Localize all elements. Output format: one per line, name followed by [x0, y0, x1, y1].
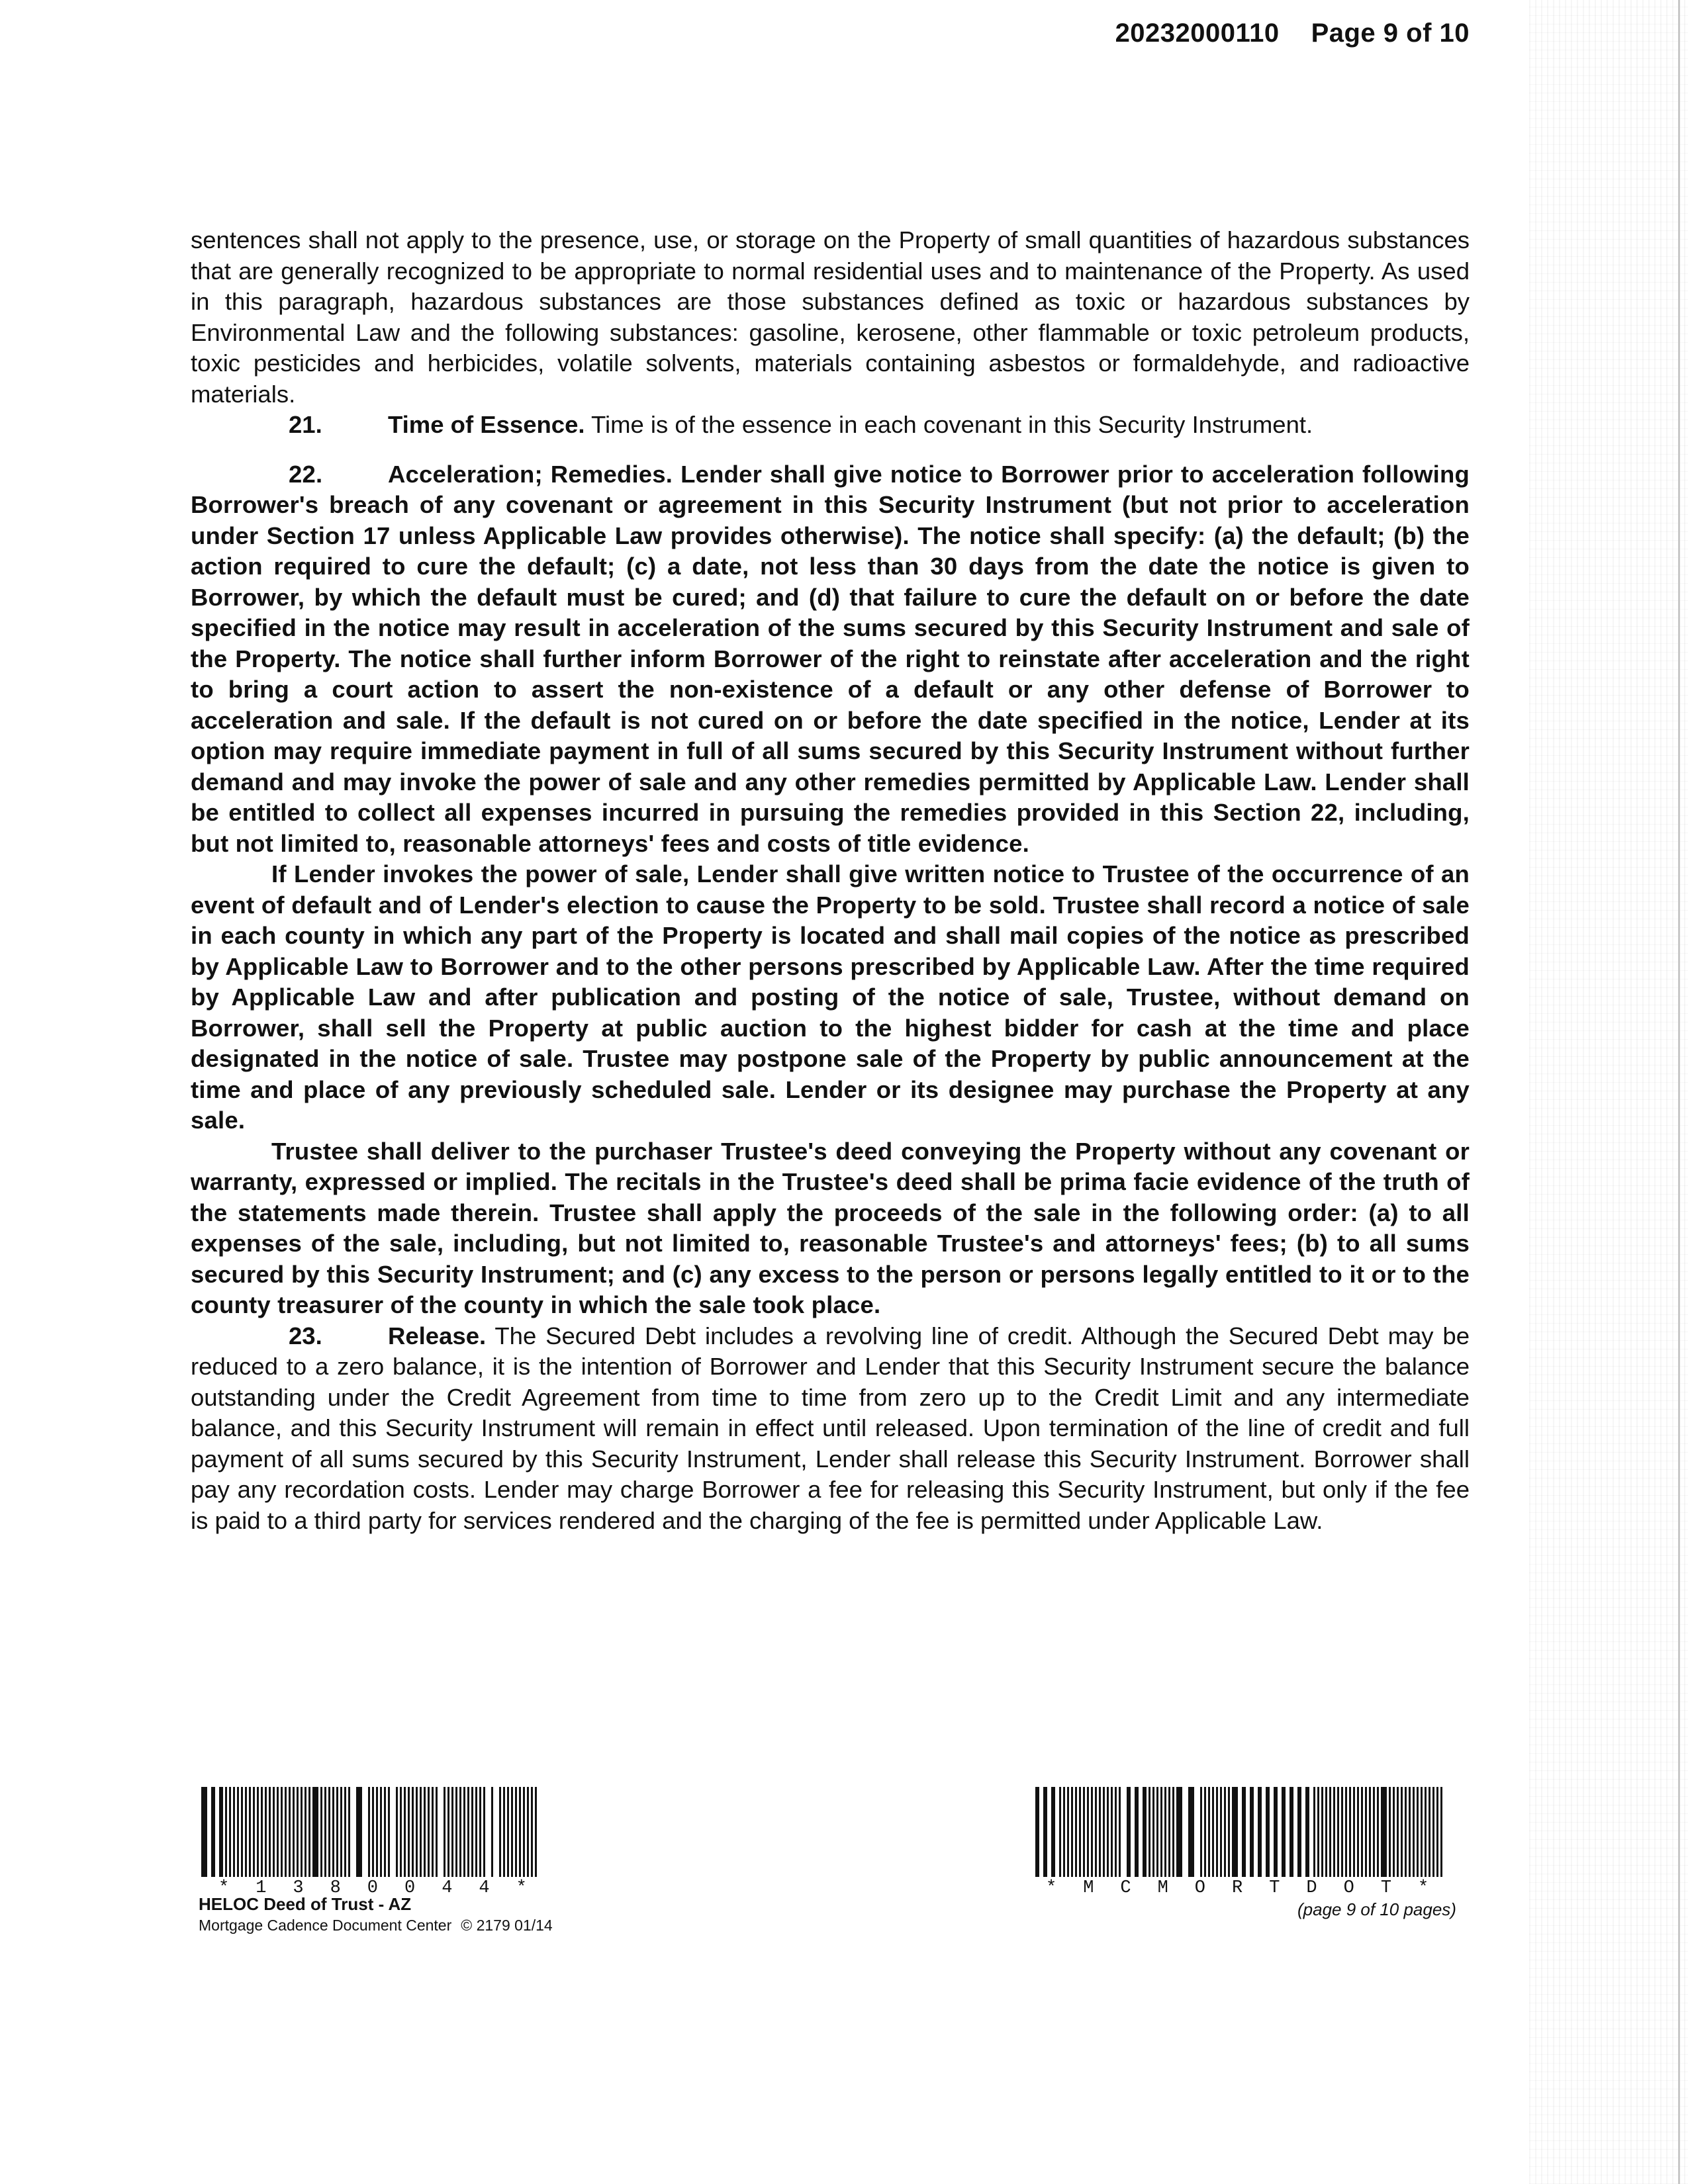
barcode-bar [368, 1787, 370, 1877]
section-23-text: The Secured Debt includes a revolving line of credit. Although the Secured Debt may be reduced to a zero balance, it is the intention of Borrower and Lender that this Security Instrument secure the balance outstanding under the Credit Agreement from time to time from zero up to the Credit Limit and any intermediate balance, and this Security Instrument will remain in effect until released. Upon termination of the line of credit and full payment of all sums secured by this Security Instrument, Lender shall release this Security Instrument. Borrower shall pay any recordation costs. Lender may charge Borrower a fee for releasing this Security Instrument, but only if the fee is paid to a third party for services rendered and the charging of the fee is permitted under Applicable Law. [191, 1322, 1470, 1534]
paragraph-power-of-sale: If Lender invokes the power of sale, Lender shall give written notice to Trustee of the occurrence of an event of default and of Lender's election to cause the Property to be sold. Trustee shall record a notice of sale in each county in which any part of the Property is located and shall mail copies of the notice as prescribed by Applicable Law to Borrower and to the other persons prescribed by Applicable Law. After the time required by Applicable Law and after publication and posting of the notice of sale, Trustee, without demand on Borrower, shall sell the Property at public auction to the highest bidder for cash at the time and place designated in the notice of sale. Trustee may postpone sale of the Property by public announcement at the time and place of any previously scheduled sale. Lender or its designee may purchase the Property at any sale. [191, 860, 1470, 1134]
scan-edge-noise [1529, 0, 1688, 2184]
barcode-bar [308, 1787, 310, 1877]
barcode-bar [515, 1787, 517, 1877]
barcode-bar [332, 1787, 334, 1877]
barcode-bar [1242, 1787, 1246, 1877]
barcode-bar [404, 1787, 406, 1877]
barcode-right [1033, 1787, 1450, 1877]
barcode-bar [1164, 1787, 1166, 1877]
barcode-bar [471, 1787, 473, 1877]
barcode-bar [1152, 1787, 1154, 1877]
barcode-bar [1051, 1787, 1055, 1877]
barcode-bar [1075, 1787, 1077, 1877]
barcode-bar [1063, 1787, 1065, 1877]
barcode-bar [1405, 1787, 1407, 1877]
barcode-bar [1329, 1787, 1331, 1877]
barcode-bar [535, 1787, 537, 1877]
barcode-bar [1393, 1787, 1395, 1877]
barcode-bar [1317, 1787, 1319, 1877]
barcode-bar [1228, 1787, 1230, 1877]
barcode-bar [245, 1787, 247, 1877]
barcode-bar [388, 1787, 390, 1877]
barcode-bar [297, 1787, 299, 1877]
barcode-bar [1274, 1787, 1278, 1877]
barcode-bar [1156, 1787, 1158, 1877]
barcode-bar [281, 1787, 283, 1877]
section-22-heading: Acceleration; Remedies. [388, 460, 673, 488]
barcode-bar [324, 1787, 326, 1877]
barcode-bar [1111, 1787, 1113, 1877]
barcode-bar [1095, 1787, 1097, 1877]
barcode-bar [1436, 1787, 1438, 1877]
barcode-bar [340, 1787, 342, 1877]
barcode-bar [432, 1787, 434, 1877]
barcode-bar [356, 1787, 362, 1877]
barcode-bar [1204, 1787, 1206, 1877]
barcode-bar [1266, 1787, 1270, 1877]
barcode-bar [1176, 1787, 1182, 1877]
barcode-bar [1381, 1787, 1387, 1877]
document-center [199, 1917, 553, 1934]
barcode-bar [1369, 1787, 1371, 1877]
barcode-bar [1119, 1787, 1121, 1877]
barcode-bar [1059, 1787, 1061, 1877]
barcode-right-text: *MCMORTDOT* [1046, 1878, 1456, 1898]
barcode-bar [1282, 1787, 1286, 1877]
barcode-bar [1103, 1787, 1105, 1877]
section-21-number: 21. [289, 411, 322, 438]
barcode-bar [1149, 1787, 1150, 1877]
barcode-bar [1258, 1787, 1262, 1877]
barcode-bar [1067, 1787, 1069, 1877]
document-center-name: Mortgage Cadence Document Center [199, 1917, 452, 1934]
section-21-heading: Time of Essence. [388, 411, 585, 438]
barcode-bar [211, 1787, 215, 1877]
barcode-bar [396, 1787, 398, 1877]
barcode-bar [1224, 1787, 1226, 1877]
barcode-bar [1440, 1787, 1442, 1877]
form-code: © 2179 01/14 [461, 1917, 553, 1934]
barcode-bar [1297, 1787, 1301, 1877]
barcode-bar [336, 1787, 338, 1877]
barcode-bar [1377, 1787, 1379, 1877]
document-number: 20232000110 [1115, 19, 1280, 48]
barcode-bar [1200, 1787, 1202, 1877]
barcode-bar [499, 1787, 501, 1877]
section-23-heading: Release. [388, 1322, 487, 1349]
barcode-bar [201, 1787, 207, 1877]
barcode-bar [459, 1787, 461, 1877]
barcode-bar [444, 1787, 445, 1877]
barcode-bar [289, 1787, 291, 1877]
barcode-bar [455, 1787, 457, 1877]
barcode-bar [241, 1787, 243, 1877]
scan-edge-line [1678, 0, 1680, 2184]
barcode-bar [523, 1787, 525, 1877]
barcode-bar [257, 1787, 259, 1877]
barcode-bar [1333, 1787, 1335, 1877]
barcode-bar [253, 1787, 255, 1877]
barcode-bar [1341, 1787, 1343, 1877]
barcode-bar [1216, 1787, 1218, 1877]
barcode-bar [293, 1787, 295, 1877]
barcode-bar [1432, 1787, 1434, 1877]
barcode-bar [269, 1787, 271, 1877]
barcode-bar [265, 1787, 267, 1877]
form-title: HELOC Deed of Trust - AZ [199, 1894, 412, 1914]
barcode-bar [1421, 1787, 1423, 1877]
barcode-bar [1188, 1787, 1194, 1877]
barcode-bar [344, 1787, 346, 1877]
barcode-bar [1365, 1787, 1367, 1877]
barcode-bar [511, 1787, 513, 1877]
barcode-bar [1043, 1787, 1047, 1877]
barcode-bar [531, 1787, 533, 1877]
barcode-bar [277, 1787, 279, 1877]
barcode-bar [1083, 1787, 1085, 1877]
barcode-bar [467, 1787, 469, 1877]
barcode-bar [519, 1787, 521, 1877]
barcode-bar [436, 1787, 438, 1877]
barcode-bar [424, 1787, 426, 1877]
barcode-bar [1079, 1787, 1081, 1877]
barcode-bar [527, 1787, 529, 1877]
barcode-bar [463, 1787, 465, 1877]
barcode-bar [1349, 1787, 1351, 1877]
barcode-bar [380, 1787, 382, 1877]
barcode-bar [1413, 1787, 1415, 1877]
barcode-bar [507, 1787, 509, 1877]
barcode-bar [1305, 1787, 1309, 1877]
section-23 [191, 1321, 1470, 1537]
barcode-bar [237, 1787, 239, 1877]
barcode-bar [301, 1787, 303, 1877]
barcode-bar [1107, 1787, 1109, 1877]
barcode-bar [261, 1787, 263, 1877]
page-header [1115, 19, 1470, 48]
barcode-bar [428, 1787, 430, 1877]
barcode-bar [1313, 1787, 1315, 1877]
barcode-bar [233, 1787, 235, 1877]
barcode-bar [479, 1787, 481, 1877]
barcode-bar [1357, 1787, 1359, 1877]
barcode-bar [1289, 1787, 1293, 1877]
barcode-bar [1168, 1787, 1170, 1877]
barcode-bar [1417, 1787, 1419, 1877]
section-23-number: 23. [289, 1322, 322, 1349]
barcode-bar [420, 1787, 422, 1877]
barcode-bar [1345, 1787, 1347, 1877]
barcode-bar [1353, 1787, 1355, 1877]
barcode-bar [1071, 1787, 1073, 1877]
section-22 [191, 459, 1470, 860]
barcode-bar [1172, 1787, 1174, 1877]
barcode-bar [219, 1787, 223, 1877]
barcode-bar [1389, 1787, 1391, 1877]
page-label: Page 9 of 10 [1311, 19, 1470, 48]
barcode-bar [376, 1787, 378, 1877]
barcode-bar [372, 1787, 374, 1877]
barcode-bar [1143, 1787, 1147, 1877]
barcode-bar [1232, 1787, 1238, 1877]
barcode-bar [1429, 1787, 1430, 1877]
barcode-bar [483, 1787, 485, 1877]
barcode-bar [305, 1787, 306, 1877]
barcode-bar [1099, 1787, 1101, 1877]
section-21-text: Time is of the essence in each covenant in this Security Instrument. [591, 411, 1313, 438]
paragraph-hazardous-substances: sentences shall not apply to the presence, use, or storage on the Property of small quantities of hazardous substances that are generally recognized to be appropriate to normal residential uses and to maintenance of the Property. As used in this paragraph, hazardous substances are those substances defined as toxic or hazardous substances by Environmental Law and the following substances: gasoline, kerosene, other flammable or toxic petroleum products, toxic pesticides and herbicides, volatile solvents, materials containing asbestos or formaldehyde, and radioactive materials. [191, 226, 1470, 408]
barcode-bar [348, 1787, 350, 1877]
barcode-bar [412, 1787, 414, 1877]
body-text [191, 225, 1470, 1536]
barcode-bar [475, 1787, 477, 1877]
section-21 [191, 410, 1470, 441]
barcode-bar [1160, 1787, 1162, 1877]
barcode-bar [1115, 1787, 1117, 1877]
barcode-bar [1127, 1787, 1131, 1877]
barcode-left-text: *1380044* [218, 1878, 553, 1898]
section-22-text: Lender shall give notice to Borrower prior to acceleration following Borrower's breach of any covenant or agreement in this Security Instrument (but not prior to acceleration under Section 17 unless Applicable Law provides otherwise). The notice shall specify: (a) the default; (b) the action required to cure the default; (c) a date, not less than 30 days from the date the notice is given to Borrower, by which the default must be cured; and (d) that failure to cure the default on or before the date specified in the notice may result in acceleration of the sums secured by this Security Instrument and sale of the Property. The notice shall further inform Borrower of the right to reinstate after acceleration and the right to bring a court action to assert the non-existence of a default or any other defense of Borrower to acceleration and sale. If the default is not cured on or before the date specified in the notice, Lender at its option may require immediate payment in full of all sums secured by this Security Instrument without further demand and may invoke the power of sale and any other remedies permitted by Applicable Law. Lender shall be entitled to collect all expenses incurred in pursuing the remedies provided in this Section 22, including, but not limited to, reasonable attorneys' fees and costs of title evidence. [191, 460, 1470, 857]
barcode-bar [1087, 1787, 1089, 1877]
barcode-bar [408, 1787, 410, 1877]
barcode-bar [1212, 1787, 1214, 1877]
barcode-bar [1361, 1787, 1363, 1877]
barcode-bar [1091, 1787, 1093, 1877]
barcode-bar [400, 1787, 402, 1877]
paragraph-trustee-deed: Trustee shall deliver to the purchaser Trustee's deed conveying the Property without any covenant or warranty, expressed or implied. The recitals in the Trustee's deed shall be prima facie evidence of the truth of the statements made therein. Trustee shall apply the proceeds of the sale in the following order: (a) to all expenses of the sale, including, but not limited to, reasonable Trustee's and attorneys' fees; (b) to all sums secured by this Security Instrument; and (c) any excess to the person or persons legally entitled to it or to the county treasurer of the county in which the sale took place. [191, 1137, 1470, 1318]
barcode-bar [1250, 1787, 1254, 1877]
barcode-bar [1409, 1787, 1411, 1877]
barcode-bar [1035, 1787, 1039, 1877]
barcode-bar [1425, 1787, 1427, 1877]
barcode-bar [1220, 1787, 1222, 1877]
barcode-bar [249, 1787, 251, 1877]
barcode-bar [229, 1787, 231, 1877]
barcode-bar [225, 1787, 227, 1877]
barcode-bar [1135, 1787, 1139, 1877]
barcode-bar [1325, 1787, 1327, 1877]
barcode-bar [384, 1787, 386, 1877]
barcode-bar [1321, 1787, 1323, 1877]
page-note: (page 9 of 10 pages) [1297, 1899, 1456, 1919]
barcode-bar [416, 1787, 418, 1877]
barcode-bar [503, 1787, 505, 1877]
barcode-bar [1208, 1787, 1210, 1877]
barcode-bar [1373, 1787, 1375, 1877]
barcode-bar [1397, 1787, 1399, 1877]
barcode-left [199, 1787, 543, 1877]
barcode-bar [273, 1787, 275, 1877]
barcode-bar [1401, 1787, 1403, 1877]
barcode-bar [328, 1787, 330, 1877]
barcode-bar [320, 1787, 322, 1877]
barcode-bar [285, 1787, 287, 1877]
barcode-bar [491, 1787, 493, 1877]
barcode-bar [447, 1787, 449, 1877]
barcode-bar [312, 1787, 318, 1877]
barcode-bar [1337, 1787, 1339, 1877]
barcode-bar [451, 1787, 453, 1877]
section-22-number: 22. [289, 460, 323, 488]
